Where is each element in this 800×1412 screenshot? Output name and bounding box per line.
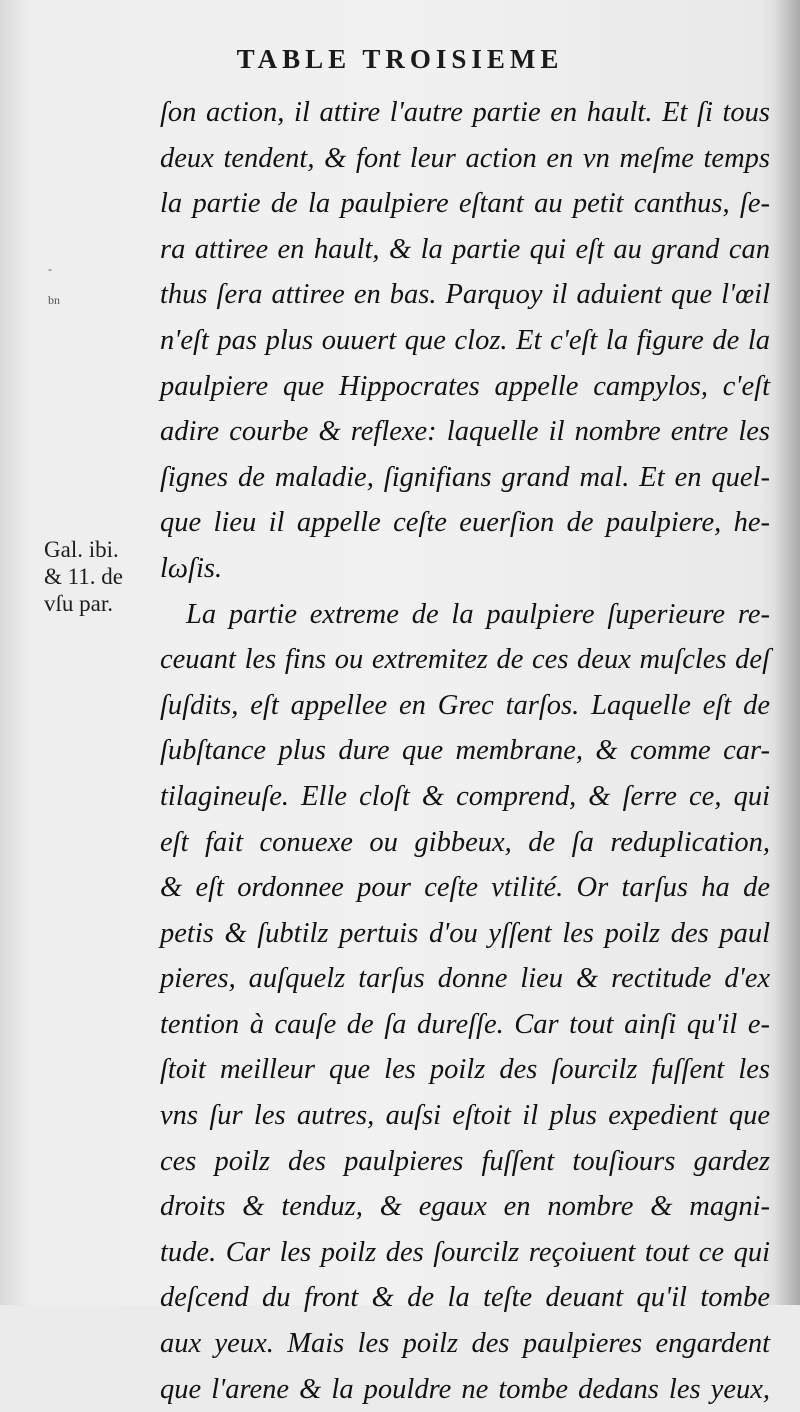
text-line: petis & ſubtilz pertuis d'ou yſſent les poilz des paul xyxy=(160,917,770,949)
gutter-shadow xyxy=(774,0,800,1305)
text-line: ceuant les fins ou extremitez de ces deux muſcles deſ xyxy=(160,644,770,676)
text-line: la partie de la paulpiere eſtant au petit canthus, ſe- xyxy=(160,188,770,220)
text-line: lωſis. xyxy=(160,552,223,584)
stray-mark: - xyxy=(48,262,52,276)
marginal-note xyxy=(44,536,154,617)
text-line: ſuſdits, eſt appellee en Grec tarſos. Laquelle eſt de xyxy=(160,689,770,721)
text-line: ſtoit meilleur que les poilz des ſourcilz fuſſent les xyxy=(160,1054,770,1086)
running-head: TABLE TROISIEME xyxy=(236,44,564,74)
text-line: droits & tenduz, & egaux en nombre & magni- xyxy=(160,1191,770,1223)
text-line: vns ſur les autres, auſsi eſtoit il plus expedient que xyxy=(160,1100,770,1132)
paragraph-1 xyxy=(160,90,770,592)
text-line: pieres, auſquelz tarſus donne lieu & rectitude d'ex xyxy=(160,963,770,995)
body-text xyxy=(160,90,770,1412)
text-line: ra attiree en hault, & la partie qui eſt au grand can xyxy=(160,233,770,265)
text-line: La partie extreme de la paulpiere ſuperieure re- xyxy=(186,598,770,630)
text-line: deſcend du front & de la teſte deuant qu'il tombe xyxy=(160,1282,770,1314)
text-line: tilagineuſe. Elle cloſt & comprend, & ſerre ce, qui xyxy=(160,780,770,812)
text-line: ces poilz des paulpieres fuſſent touſiours gardez xyxy=(160,1145,770,1177)
text-line: deux tendent, & font leur action en vn meſme temps xyxy=(160,142,770,174)
text-line: ſignes de maladie, ſignifians grand mal. Et en quel- xyxy=(160,461,770,493)
stray-mark: bn xyxy=(48,293,60,307)
text-line: que l'arene & la pouldre ne tombe dedans les yeux, xyxy=(160,1373,770,1405)
marginal-note-line: & 11. de xyxy=(44,564,123,589)
text-line: tention à cauſe de ſa dureſſe. Car tout ainſi qu'il e- xyxy=(160,1008,770,1040)
text-line: eſt fait conuexe ou gibbeux, de ſa reduplication, xyxy=(160,826,770,858)
text-line: adire courbe & reflexe: laquelle il nombre entre les xyxy=(160,416,770,448)
text-line: ſubſtance plus dure que membrane, & comme car- xyxy=(160,735,770,767)
text-line: tude. Car les poilz des ſourcilz reçoiuent tout ce qui xyxy=(160,1236,770,1268)
text-line: n'eſt pas plus ouuert que cloz. Et c'eſt la figure de la xyxy=(160,324,770,356)
text-line: que lieu il appelle ceſte euerſion de paulpiere, he- xyxy=(160,507,770,539)
text-line: thus ſera attiree en bas. Parquoy il aduient que l'œil xyxy=(160,279,770,311)
text-line: & eſt ordonnee pour ceſte vtilité. Or tarſus ha de xyxy=(160,872,770,904)
text-line: aux yeux. Mais les poilz des paulpieres engardent xyxy=(160,1328,770,1360)
paragraph-2 xyxy=(160,592,770,1412)
text-line: ſon action, il attire l'autre partie en hault. Et ſi tous xyxy=(160,97,770,128)
text-line: paulpiere que Hippocrates appelle campylos, c'eſt xyxy=(160,370,770,402)
marginal-note-line: vſu par. xyxy=(44,591,113,616)
marginal-note-line: Gal. ibi. xyxy=(44,537,119,562)
